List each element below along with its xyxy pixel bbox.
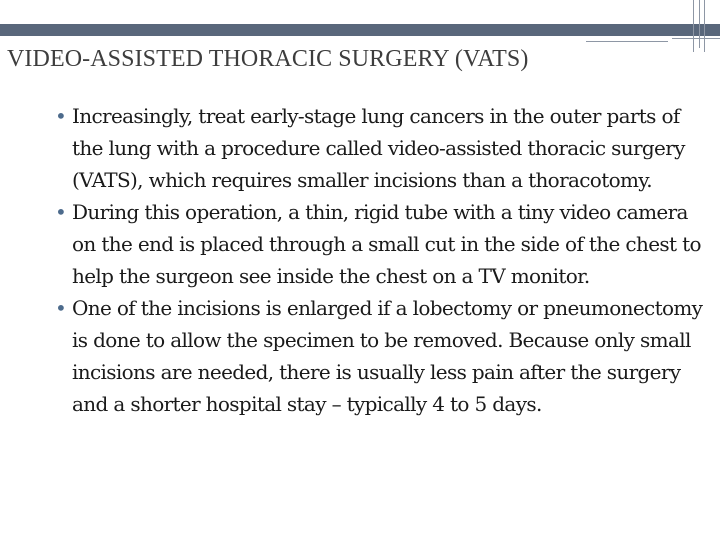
bullet-text: During this operation, a thin, rigid tube with a tiny video camera on the end is placed through a small cut in the side of the chest to help the surgeon see inside the chest on a TV monitor. <box>72 200 701 288</box>
bullet-item <box>51 196 711 292</box>
decorative-line <box>672 38 720 39</box>
top-decorative-bar <box>0 24 720 36</box>
slide-title: VIDEO-ASSISTED THORACIC SURGERY (VATS) <box>7 46 529 72</box>
bullet-list <box>51 100 711 420</box>
bullet-item <box>51 292 711 420</box>
bullet-marker: • <box>55 104 67 128</box>
decorative-line <box>704 0 705 52</box>
decorative-line <box>699 0 700 48</box>
bullet-text: Increasingly, treat early-stage lung cancers in the outer parts of the lung with a procedure called video-assisted thoracic surgery (VATS), which requires smaller incisions than a thoracotomy. <box>72 104 685 192</box>
top-band <box>0 0 720 24</box>
bullet-text: One of the incisions is enlarged if a lobectomy or pneumonectomy is done to allow the specimen to be removed. Because only small incisions are needed, there is usually less pain after the surgery and a shorter hospital stay – typically 4 to 5 days. <box>72 296 703 416</box>
bullet-marker: • <box>55 296 67 320</box>
bullet-item <box>51 100 711 196</box>
decorative-line <box>693 0 694 52</box>
bullet-marker: • <box>55 200 67 224</box>
